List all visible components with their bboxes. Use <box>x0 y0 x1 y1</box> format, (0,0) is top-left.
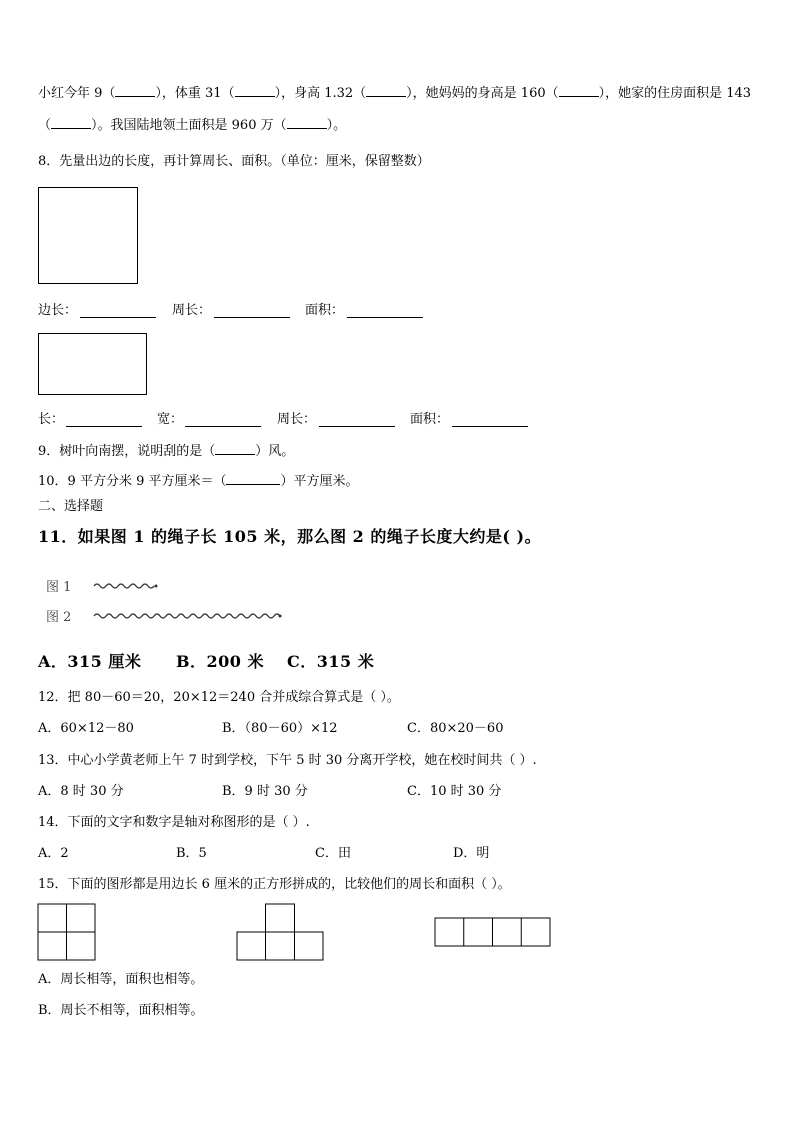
q14-option-a[interactable]: A．2 <box>38 846 69 861</box>
q12-text: 12．把 80－60＝20，20×12＝240 合并成综合算式是（ ）。 <box>38 690 400 705</box>
q13-option-a[interactable]: A．8 时 30 分 <box>38 784 124 799</box>
intro-line-1: 小红今年 9（ ），体重 31（ ），身高 1.32（ ），她妈妈的身高是 160（ ），她家的住房面积是 143 <box>38 86 752 101</box>
q11-text: 11．如果图 1 的绳子长 105 米，那么图 2 的绳子长度大约是( )。 <box>38 527 542 546</box>
q15-text: 15．下面的图形都是用边长 6 厘米的正方形拼成的，比较他们的周长和面积（ ）。 <box>38 877 511 892</box>
rect-perimeter-label: 周长： <box>277 412 317 427</box>
q14-option-d[interactable]: D．明 <box>453 846 490 861</box>
q14-option-c[interactable]: C．田 <box>315 846 351 861</box>
q9-text: 9．树叶向南摆，说明刮的是（ ）风。 <box>38 444 295 459</box>
t-shape <box>236 903 326 961</box>
q13-text: 13．中心小学黄老师上午 7 时到学校，下午 5 时 30 分离开学校，她在校时间共（ ）. <box>38 753 537 768</box>
rect-perimeter-blank[interactable] <box>319 425 395 427</box>
blank[interactable] <box>115 84 155 97</box>
q12-option-b[interactable]: B．（80－60）×12 <box>222 721 338 736</box>
q14-text: 14．下面的文字和数字是轴对称图形的是（ ）. <box>38 815 310 830</box>
square-side-label: 边长： <box>38 303 78 318</box>
section-heading: 二、选择题 <box>38 499 104 514</box>
square-area-label: 面积： <box>305 303 345 318</box>
intro-line-2: （ ）。我国陆地领土面积是 960 万（ ）。 <box>38 118 347 133</box>
square-perimeter-blank[interactable] <box>214 316 290 318</box>
blank[interactable] <box>51 116 91 129</box>
q14-option-b[interactable]: B．5 <box>176 846 207 861</box>
blank[interactable] <box>226 472 280 485</box>
q15-option-b[interactable]: B．周长不相等，面积相等。 <box>38 1003 204 1018</box>
rope-figure-1 <box>92 580 162 592</box>
q13-option-c[interactable]: C．10 时 30 分 <box>407 784 502 799</box>
square-side-blank[interactable] <box>80 316 156 318</box>
square-perimeter-label: 周长： <box>172 303 212 318</box>
blank[interactable] <box>235 84 275 97</box>
grid-shape-2x2 <box>37 903 97 961</box>
blank[interactable] <box>287 116 327 129</box>
q12-option-c[interactable]: C．80×20－60 <box>407 721 504 736</box>
row-shape-1x4 <box>434 917 552 947</box>
blank[interactable] <box>559 84 599 97</box>
fig1-label: 图 1 <box>46 580 72 595</box>
rect-width-blank[interactable] <box>185 425 261 427</box>
q15-option-a[interactable]: A．周长相等，面积也相等。 <box>38 972 204 987</box>
square-area-blank[interactable] <box>347 316 423 318</box>
q11-option-b[interactable]: B．200 米 <box>176 652 264 671</box>
square-figure <box>38 187 138 284</box>
rect-area-blank[interactable] <box>452 425 528 427</box>
q10-text: 10．9 平方分米 9 平方厘米＝（ ）平方厘米。 <box>38 474 359 489</box>
rectangle-figure <box>38 333 147 395</box>
rect-width-label: 宽： <box>157 412 184 427</box>
rect-length-blank[interactable] <box>66 425 142 427</box>
q12-option-a[interactable]: A．60×12－80 <box>38 721 134 736</box>
rect-area-label: 面积： <box>410 412 450 427</box>
fig2-label: 图 2 <box>46 610 72 625</box>
rope-figure-2 <box>92 610 284 622</box>
blank[interactable] <box>215 442 255 455</box>
q13-option-b[interactable]: B．9 时 30 分 <box>222 784 308 799</box>
q8-text: 8．先量出边的长度，再计算周长、面积。（单位：厘米，保留整数） <box>38 154 430 169</box>
rect-length-label: 长： <box>38 412 65 427</box>
blank[interactable] <box>366 84 406 97</box>
q11-option-a[interactable]: A．315 厘米 <box>38 652 142 671</box>
q11-option-c[interactable]: C．315 米 <box>287 652 375 671</box>
